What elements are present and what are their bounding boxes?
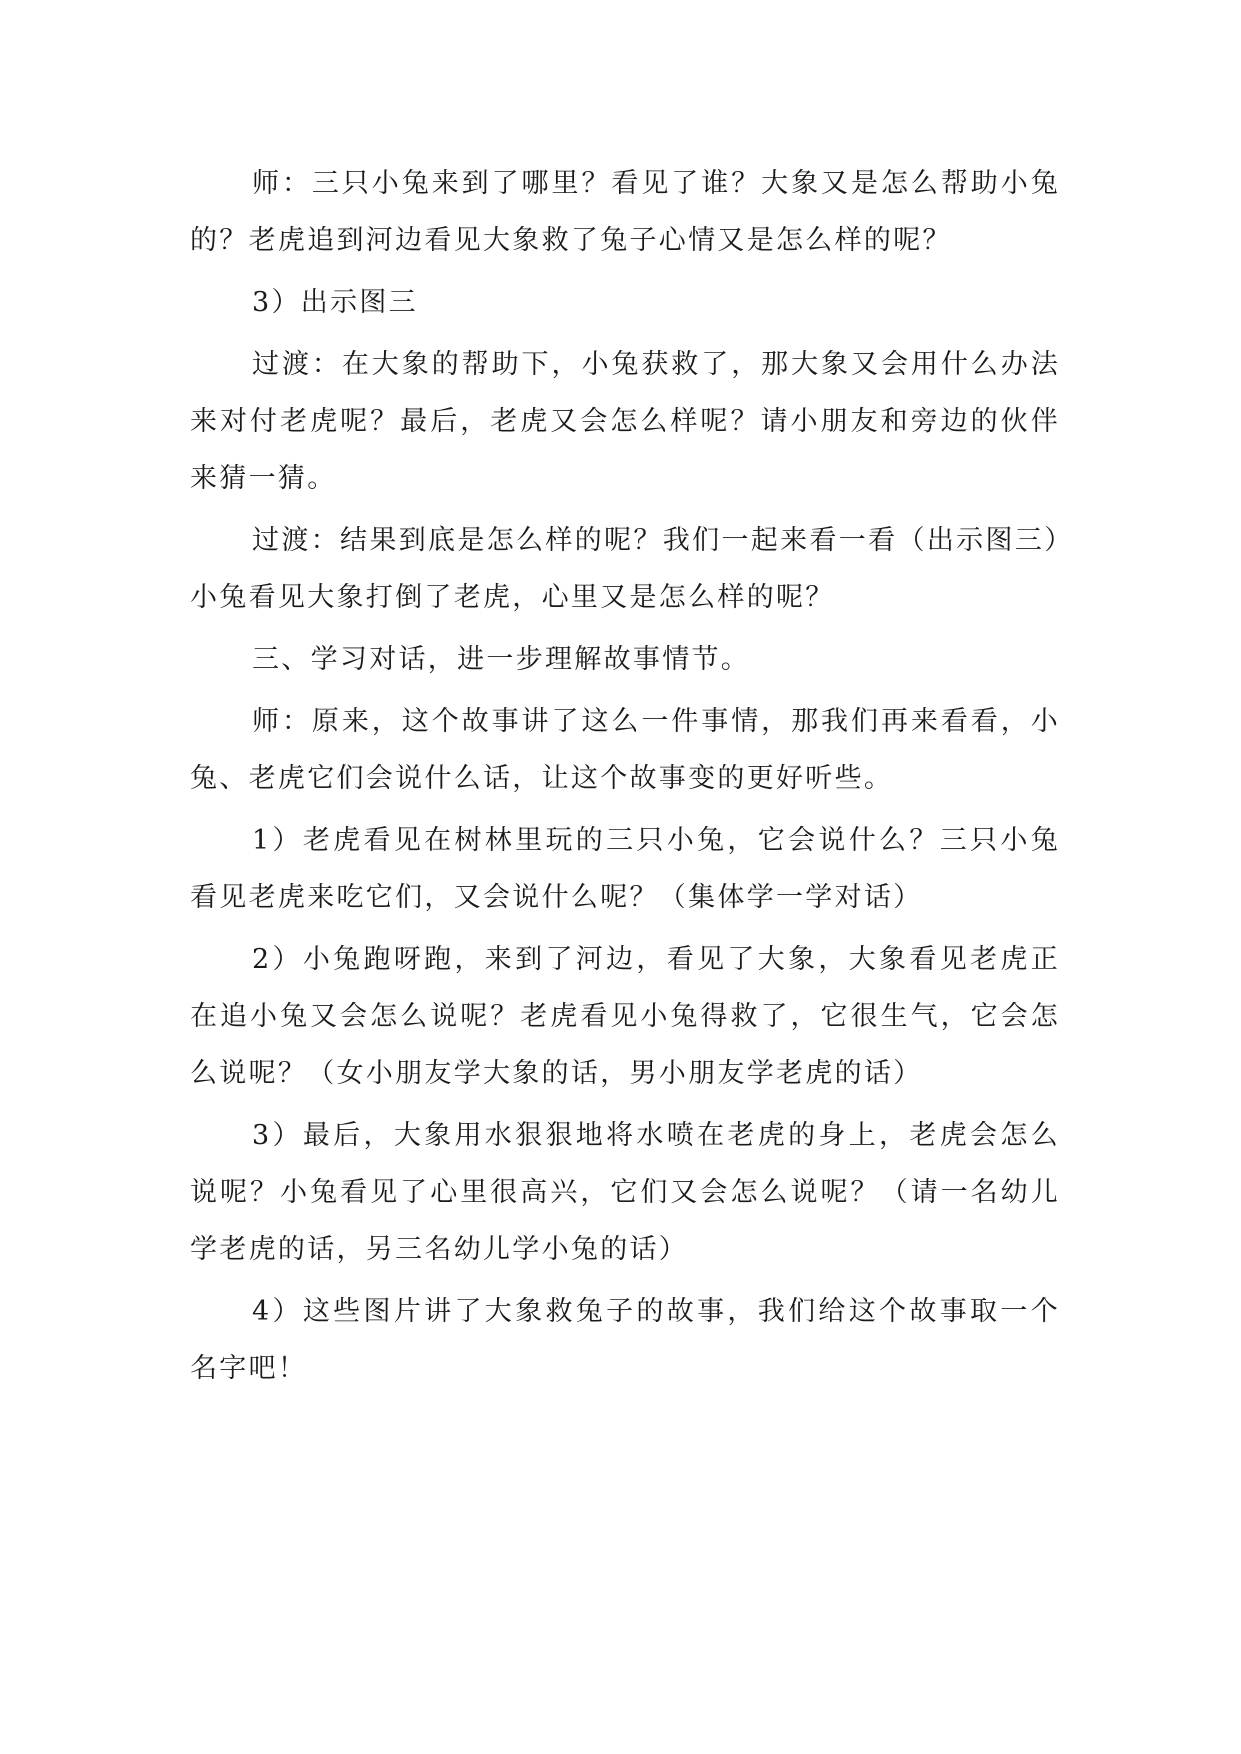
paragraph-step-3: 3）最后，大象用水狠狠地将水喷在老虎的身上，老虎会怎么说呢？小兔看见了心里很高兴，它们又会怎么说呢？（请一名幼儿学老虎的话，另三名幼儿学小兔的话） — [190, 1120, 1060, 1265]
paragraph-transition-result: 过渡：结果到底是怎么样的呢？我们一起来看一看（出示图三）小兔看见大象打倒了老虎，心里又是怎么样的呢？ — [190, 525, 1060, 613]
paragraph-teacher-intro: 师：原来，这个故事讲了这么一件事情，那我们再来看看，小兔、老虎它们会说什么话，让这个故事变的更好听些。 — [190, 706, 1060, 794]
paragraph-teacher-question: 师：三只小兔来到了哪里？看见了谁？大象又是怎么帮助小兔的？老虎追到河边看见大象救了兔子心情又是怎么样的呢？ — [190, 168, 1060, 256]
paragraph-step-1: 1）老虎看见在树林里玩的三只小兔，它会说什么？三只小兔看见老虎来吃它们，又会说什么呢？（集体学一学对话） — [190, 825, 1060, 913]
paragraph-transition-guess: 过渡：在大象的帮助下，小兔获救了，那大象又会用什么办法来对付老虎呢？最后，老虎又会怎么样呢？请小朋友和旁边的伙伴来猜一猜。 — [190, 349, 1060, 494]
document-body — [190, 155, 1060, 1402]
paragraph-show-picture-three: 3）出示图三 — [252, 287, 418, 318]
section-heading-dialogue: 三、学习对话，进一步理解故事情节。 — [252, 644, 751, 675]
paragraph-step-2: 2）小兔跑呀跑，来到了河边，看见了大象，大象看见老虎正在追小兔又会怎么说呢？老虎看见小兔得救了，它很生气，它会怎么说呢？（女小朋友学大象的话，男小朋友学老虎的话） — [190, 944, 1060, 1089]
paragraph-step-4: 4）这些图片讲了大象救兔子的故事，我们给这个故事取一个名字吧！ — [190, 1296, 1060, 1384]
